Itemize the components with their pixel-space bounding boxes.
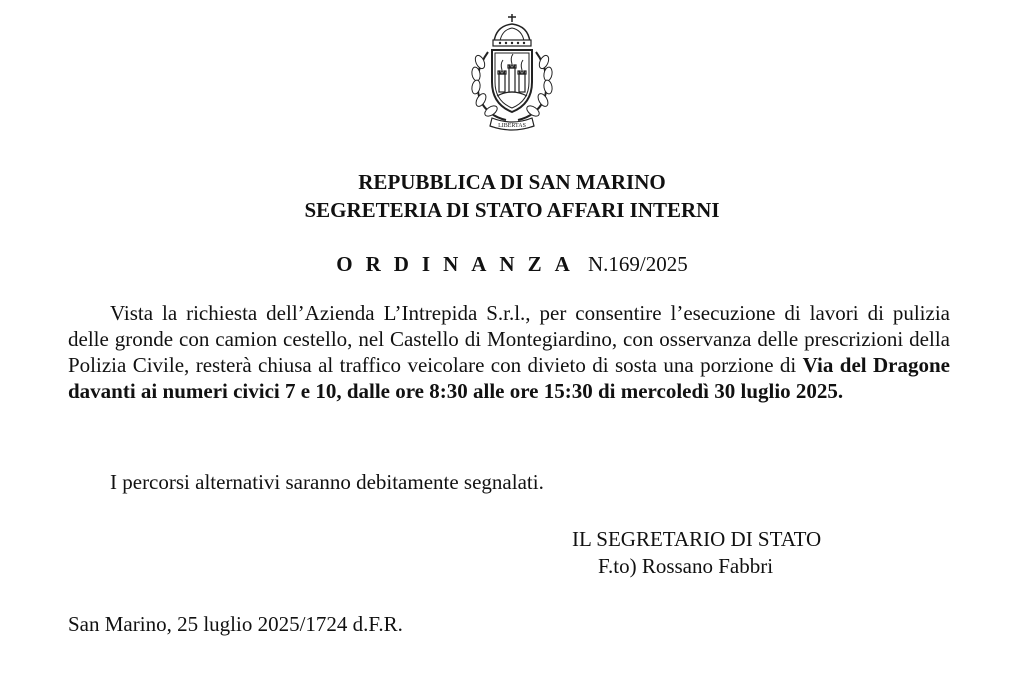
body-text-regular: Vista la richiesta dell’Azienda L’Intrepida S.r.l., per consentire l’esecuzione di lavori di pulizia delle gronde con camion cestello, nel Castello di Montegiardino, con osservanza delle prescrizioni della Polizia Civile, resterà chiusa al traffico veicolare con divieto di sosta una porzione di bbox=[68, 301, 950, 377]
ordinance-number: N.169/2025 bbox=[588, 252, 688, 276]
ordinance-body bbox=[68, 300, 950, 404]
ordinance-word: ORDINANZA bbox=[336, 252, 583, 276]
alternative-routes-note: I percorsi alternativi saranno debitamente segnalati. bbox=[110, 470, 544, 494]
ordinance-title bbox=[0, 250, 1024, 278]
coat-of-arms-icon bbox=[466, 12, 558, 132]
signatory-name: F.to) Rossano Fabbri bbox=[598, 554, 774, 578]
signatory-title: IL SEGRETARIO DI STATO bbox=[572, 527, 822, 551]
place-and-date: San Marino, 25 luglio 2025/1724 d.F.R. bbox=[68, 612, 403, 636]
body-text-bold: Via del Dragone davanti ai numeri civici 7 e 10, dalle ore 8:30 alle ore 15:30 di mercoledì 30 luglio 2025. bbox=[68, 353, 951, 403]
secretariat-heading: SEGRETERIA DI STATO AFFARI INTERNI bbox=[304, 198, 720, 222]
motto-text: LIBERTAS bbox=[498, 123, 526, 129]
republic-heading: REPUBBLICA DI SAN MARINO bbox=[358, 170, 666, 194]
